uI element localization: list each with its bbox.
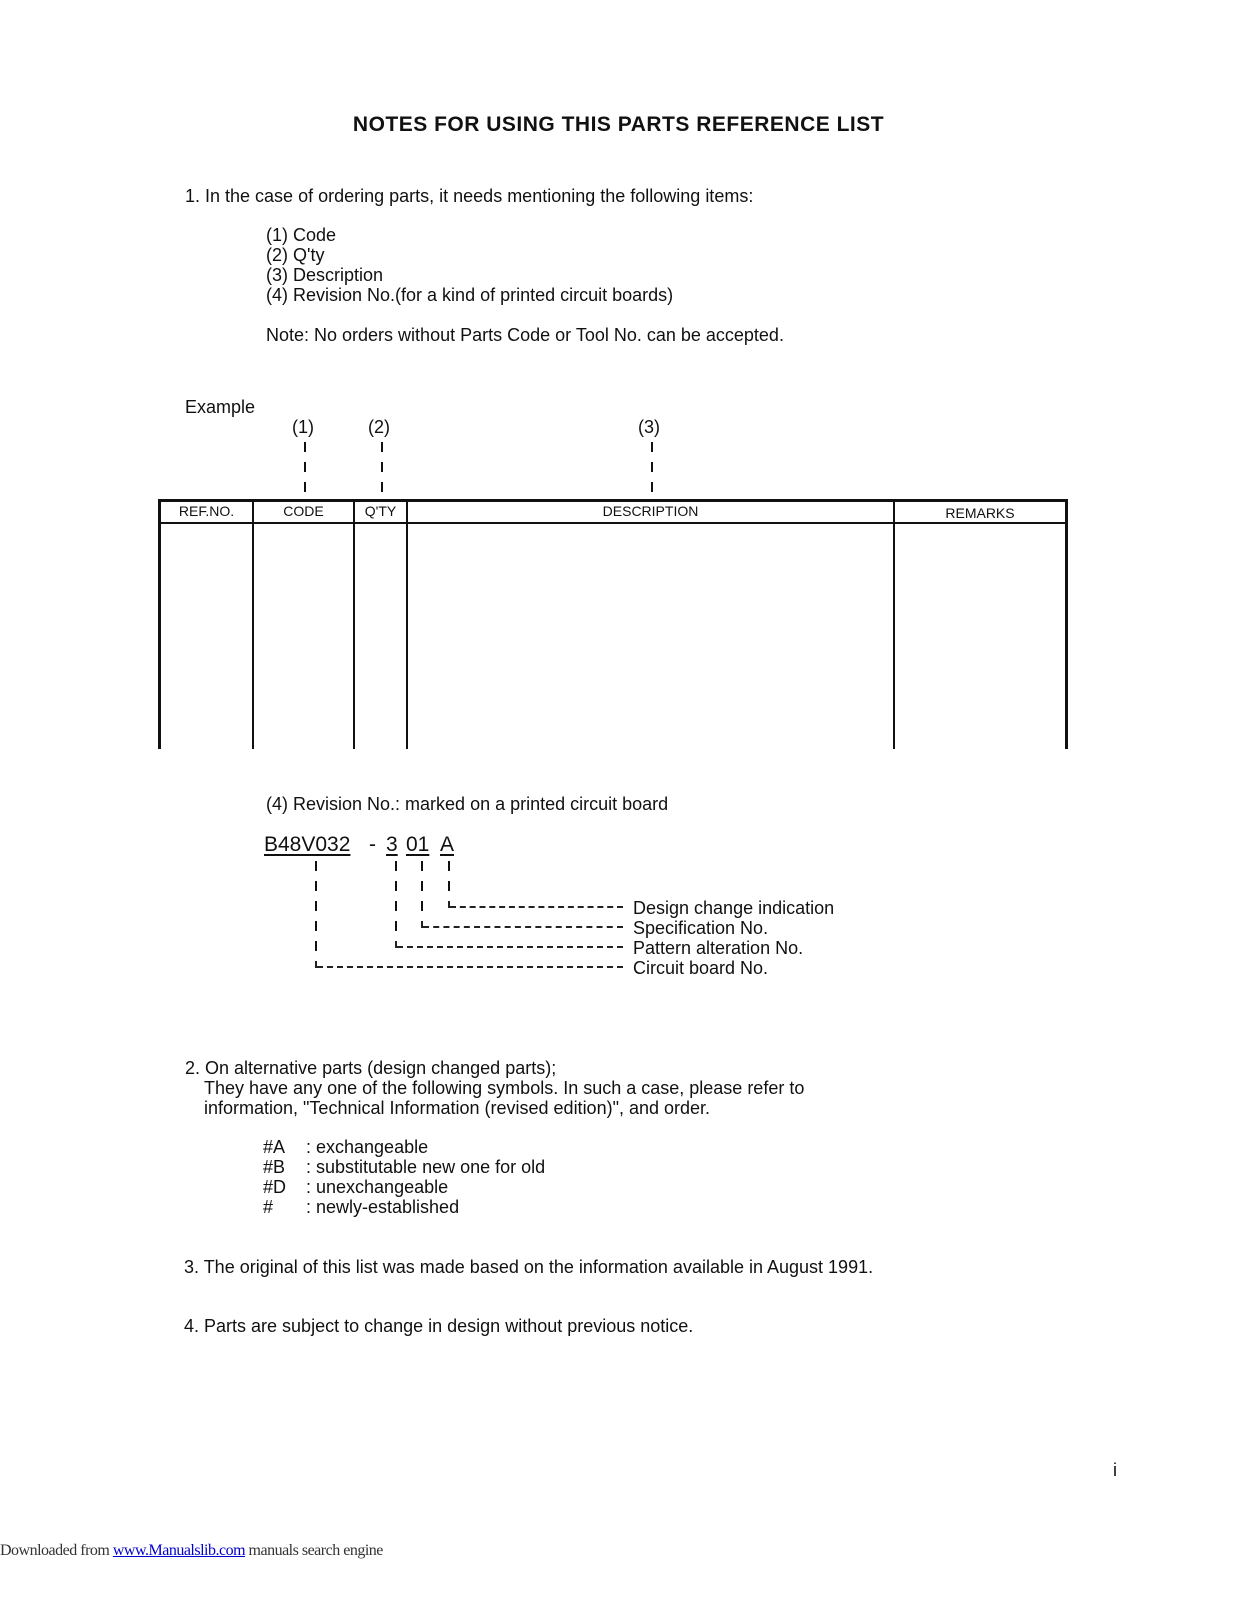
legend-design-change: Design change indication [633,898,835,918]
order-item-revision: (4) Revision No.(for a kind of printed circuit boards) [266,285,674,305]
order-item-qty: (2) Q'ty [266,245,325,265]
footer-prefix: Downloaded from [0,1542,113,1559]
symbol-a: #A [263,1137,286,1157]
section-4: 4. Parts are subject to change in design without previous notice. [184,1316,694,1336]
callout-qty: (2) [368,417,390,437]
order-item-description: (3) Description [266,265,384,285]
revision-caption: (4) Revision No.: marked on a printed circuit board [266,794,669,814]
section-2-line-3: information, "Technical Information (revised edition)", and order. [204,1098,711,1118]
header-remarks: REMARKS [945,505,1015,521]
page-title: NOTES FOR USING THIS PARTS REFERENCE LIST [352,113,885,136]
legend-circuit-board: Circuit board No. [633,958,769,978]
callout-description: (3) [638,417,660,437]
footer-suffix: manuals search engine [245,1542,383,1559]
symbol-d: #D [263,1177,287,1197]
header-code: CODE [283,503,324,519]
header-qty: Q'TY [364,503,397,519]
example-label: Example [185,397,256,417]
page-number: i [1113,1460,1117,1480]
footer-link[interactable]: www.Manualslib.com [112,1542,246,1559]
revision-pattern-no: 3 [386,833,398,856]
revision-board-no: B48V032 [264,833,351,856]
section-1-heading: 1. In the case of ordering parts, it needs mentioning the following items: [185,186,754,206]
callout-code: (1) [292,417,314,437]
symbol-d-desc: : unexchangeable [306,1177,449,1197]
symbol-b-desc: : substitutable new one for old [306,1157,546,1177]
header-ref-no: REF.NO. [178,503,235,519]
revision-change-indication: A [440,833,455,856]
footer [0,1542,383,1560]
symbol-hash: # [263,1197,274,1217]
legend-pattern-alteration: Pattern alteration No. [633,938,804,958]
order-note: Note: No orders without Parts Code or Tool No. can be accepted. [266,325,784,345]
section-2-heading: 2. On alternative parts (design changed parts); [185,1058,557,1078]
header-description: DESCRIPTION [602,503,699,519]
symbol-b: #B [263,1157,286,1177]
section-3: 3. The original of this list was made based on the information available in August 1991. [184,1257,874,1277]
revision-spec-no: 01 [406,833,430,856]
section-2-line-2: They have any one of the following symbols. In such a case, please refer to [204,1078,805,1098]
revision-separator: - [369,833,376,856]
legend-spec-no: Specification No. [633,918,769,938]
order-item-code: (1) Code [266,225,337,245]
symbol-hash-desc: : newly-established [306,1197,460,1217]
symbol-a-desc: : exchangeable [306,1137,429,1157]
